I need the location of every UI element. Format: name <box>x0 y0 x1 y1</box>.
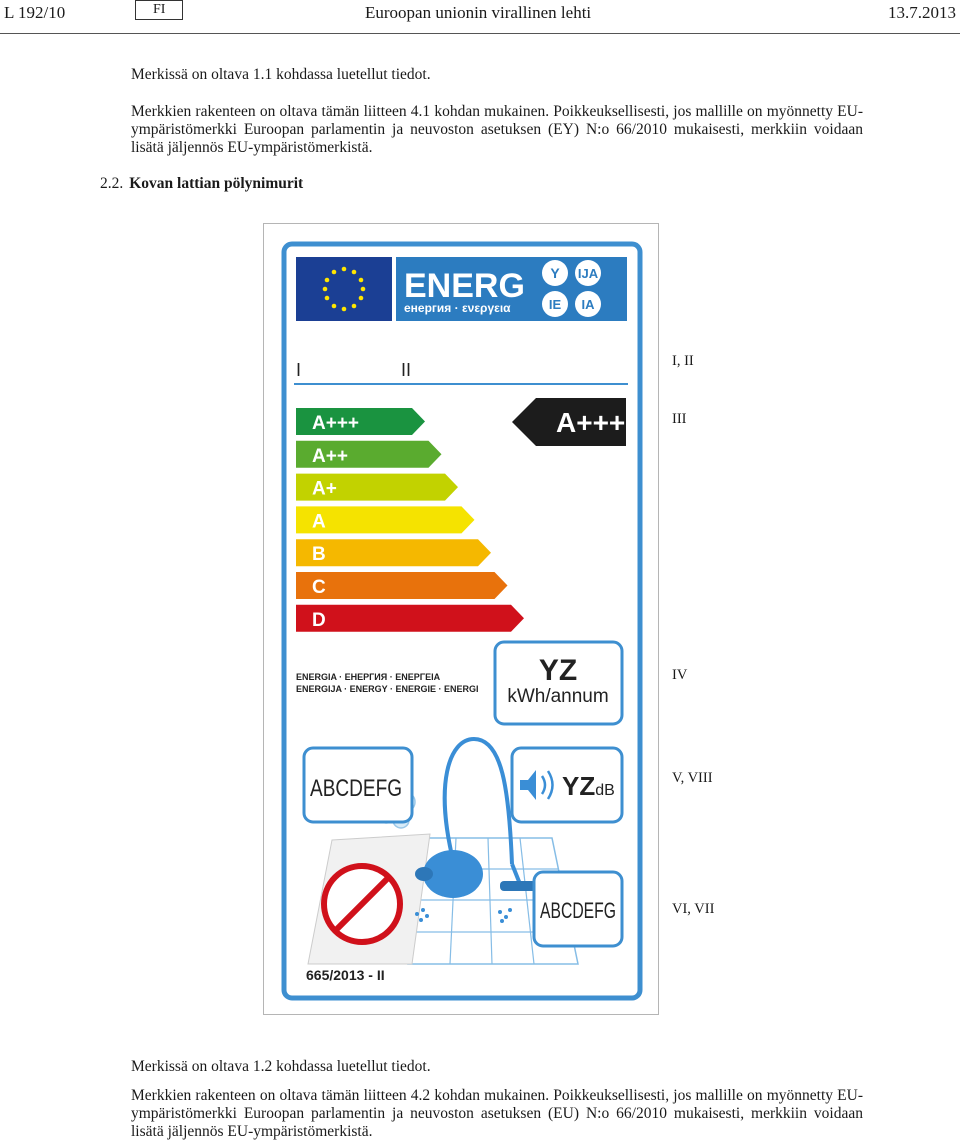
no-carpet-icon <box>324 866 400 942</box>
energ-subtitle: енергия · ενεργεια <box>404 301 511 315</box>
paragraph-info-requirement-1: Merkissä on oltava 1.1 kohdassa luetellut tiedot. <box>131 66 431 83</box>
eu-flag-icon <box>296 257 392 321</box>
energy-words-line-1: ENERGIA · ЕНЕРГИЯ · ΕΝΕΡΓΕΙΑ <box>296 672 441 682</box>
energy-class-label: A+++ <box>312 413 360 434</box>
dust-class-value: ABCDEFG <box>310 775 402 802</box>
energy-class-label: A <box>312 511 326 533</box>
consumption-value: YZ <box>538 654 578 687</box>
energy-class-label: D <box>312 609 326 631</box>
rating-value: A+++ <box>556 407 626 438</box>
model-mark: II <box>401 360 412 380</box>
supplier-mark: I <box>296 360 302 380</box>
publication-date: 13.7.2013 <box>888 3 956 22</box>
noise-value: YZdB <box>562 771 615 801</box>
annotation-v-viii: V, VIII <box>672 770 713 786</box>
section-number: 2.2. <box>100 175 124 192</box>
journal-title: Euroopan unionin virallinen lehti <box>365 3 592 22</box>
section-title: Kovan lattian pölynimurit <box>129 175 304 192</box>
paragraph-design-requirement-2: Merkkien rakenteen on oltava tämän liitteen 4.2 kohdan mukainen. Poikkeuksellisesti, jos mallille on myönnetty EU-ympäristömerkki Euroopan parlamentin ja neuvoston asetuksen (EU) N:o 66/2010 mukaisesti, merkkiin voidaan lisätä jäljennös EU-ympäristömerkistä. <box>131 1087 863 1140</box>
energy-class-label: B <box>312 544 326 566</box>
energy-label-graphic <box>264 224 660 1016</box>
annotation-iii: III <box>672 411 687 427</box>
energ-title: ENERG <box>404 267 525 305</box>
consumption-unit: kWh/annum <box>507 686 609 707</box>
dust-particles-icon <box>415 908 512 923</box>
energy-class-label: C <box>312 577 326 598</box>
paragraph-info-requirement-2: Merkissä on oltava 1.2 kohdassa luetellut tiedot. <box>131 1058 431 1075</box>
energy-words-line-2: ENERGIJA · ENERGY · ENERGIE · ENERGI <box>296 684 479 694</box>
page-reference: L 192/10 <box>4 3 66 22</box>
annotation-iv: IV <box>672 667 688 683</box>
energy-class-label: A+ <box>312 478 337 500</box>
energy-class-label: A++ <box>312 445 348 467</box>
lang-circle-ia: IA <box>581 297 595 312</box>
page-header <box>0 0 960 34</box>
annotation-vi-vii: VI, VII <box>672 901 715 917</box>
energy-class-bar <box>296 605 524 632</box>
cleaning-class-value: ABCDEFG <box>540 898 616 923</box>
energy-class-scale <box>296 408 524 632</box>
lang-circle-y: Y <box>550 265 560 281</box>
energy-label-figure <box>263 223 659 1015</box>
lang-circle-ija: IJA <box>577 266 599 281</box>
regulation-number: 665/2013 - II <box>306 967 385 983</box>
lang-circle-ie: IE <box>548 297 562 312</box>
energy-class-bar <box>296 572 508 599</box>
annotation-i-ii: I, II <box>672 353 694 369</box>
paragraph-design-requirement-1: Merkkien rakenteen on oltava tämän liitteen 4.1 kohdan mukainen. Poikkeuksellisesti, jos mallille on myönnetty EU-ympäristömerkki Euroopan parlamentin ja neuvoston asetuksen (EY) N:o 66/2010 mukaisesti, merkkiin voidaan lisätä jäljennös EU-ympäristömerkistä. <box>131 103 863 156</box>
language-code-box: FI <box>135 0 183 20</box>
section-heading <box>100 175 303 193</box>
